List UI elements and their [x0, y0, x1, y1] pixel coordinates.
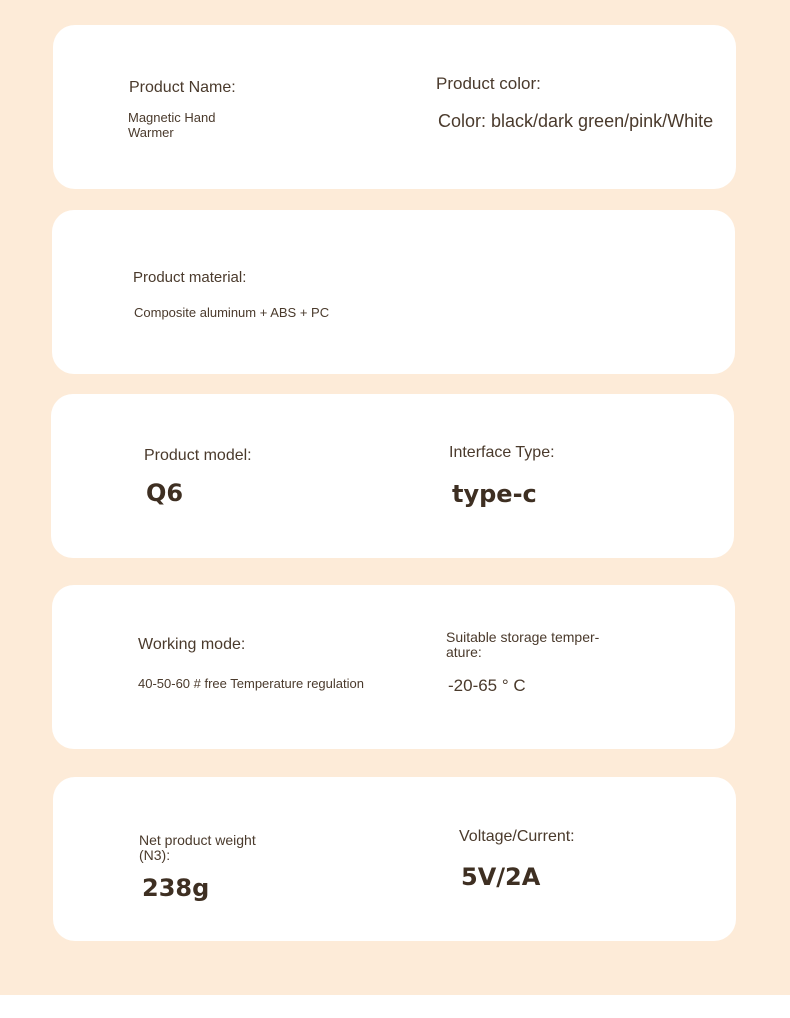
- interface-type-value: type-c: [452, 480, 537, 508]
- interface-type-label: Interface Type:: [449, 444, 555, 461]
- product-model-value: Q6: [146, 479, 184, 507]
- spec-card-weight-voltage: [53, 777, 736, 941]
- voltage-current-value: 5V/2A: [461, 863, 541, 891]
- product-name-value: Magnetic Hand Warmer: [128, 110, 216, 140]
- storage-temperature-value: -20-65 ° C: [448, 676, 526, 695]
- product-material-label: Product material:: [133, 269, 247, 286]
- product-color-value: Color: black/dark green/pink/White: [438, 111, 714, 131]
- spec-card-mode-storage: [52, 585, 735, 749]
- product-color-label: Product color:: [436, 74, 541, 93]
- product-name-label: Product Name:: [129, 79, 236, 96]
- net-weight-value: 238g: [142, 874, 210, 902]
- voltage-current-label: Voltage/Current:: [459, 828, 575, 845]
- spec-card-name-color: [53, 25, 736, 189]
- working-mode-label: Working mode:: [138, 636, 246, 653]
- product-material-value: Composite aluminum + ABS + PC: [134, 305, 330, 320]
- storage-temperature-label: Suitable storage temper-ature:: [446, 629, 600, 660]
- net-weight-label: Net product weight (N3):: [139, 832, 256, 863]
- working-mode-value: 40-50-60 # free Temperature regulation: [138, 676, 364, 691]
- spec-card-model-interface: [51, 394, 734, 558]
- product-model-label: Product model:: [144, 447, 252, 464]
- spec-card-material: [52, 210, 735, 374]
